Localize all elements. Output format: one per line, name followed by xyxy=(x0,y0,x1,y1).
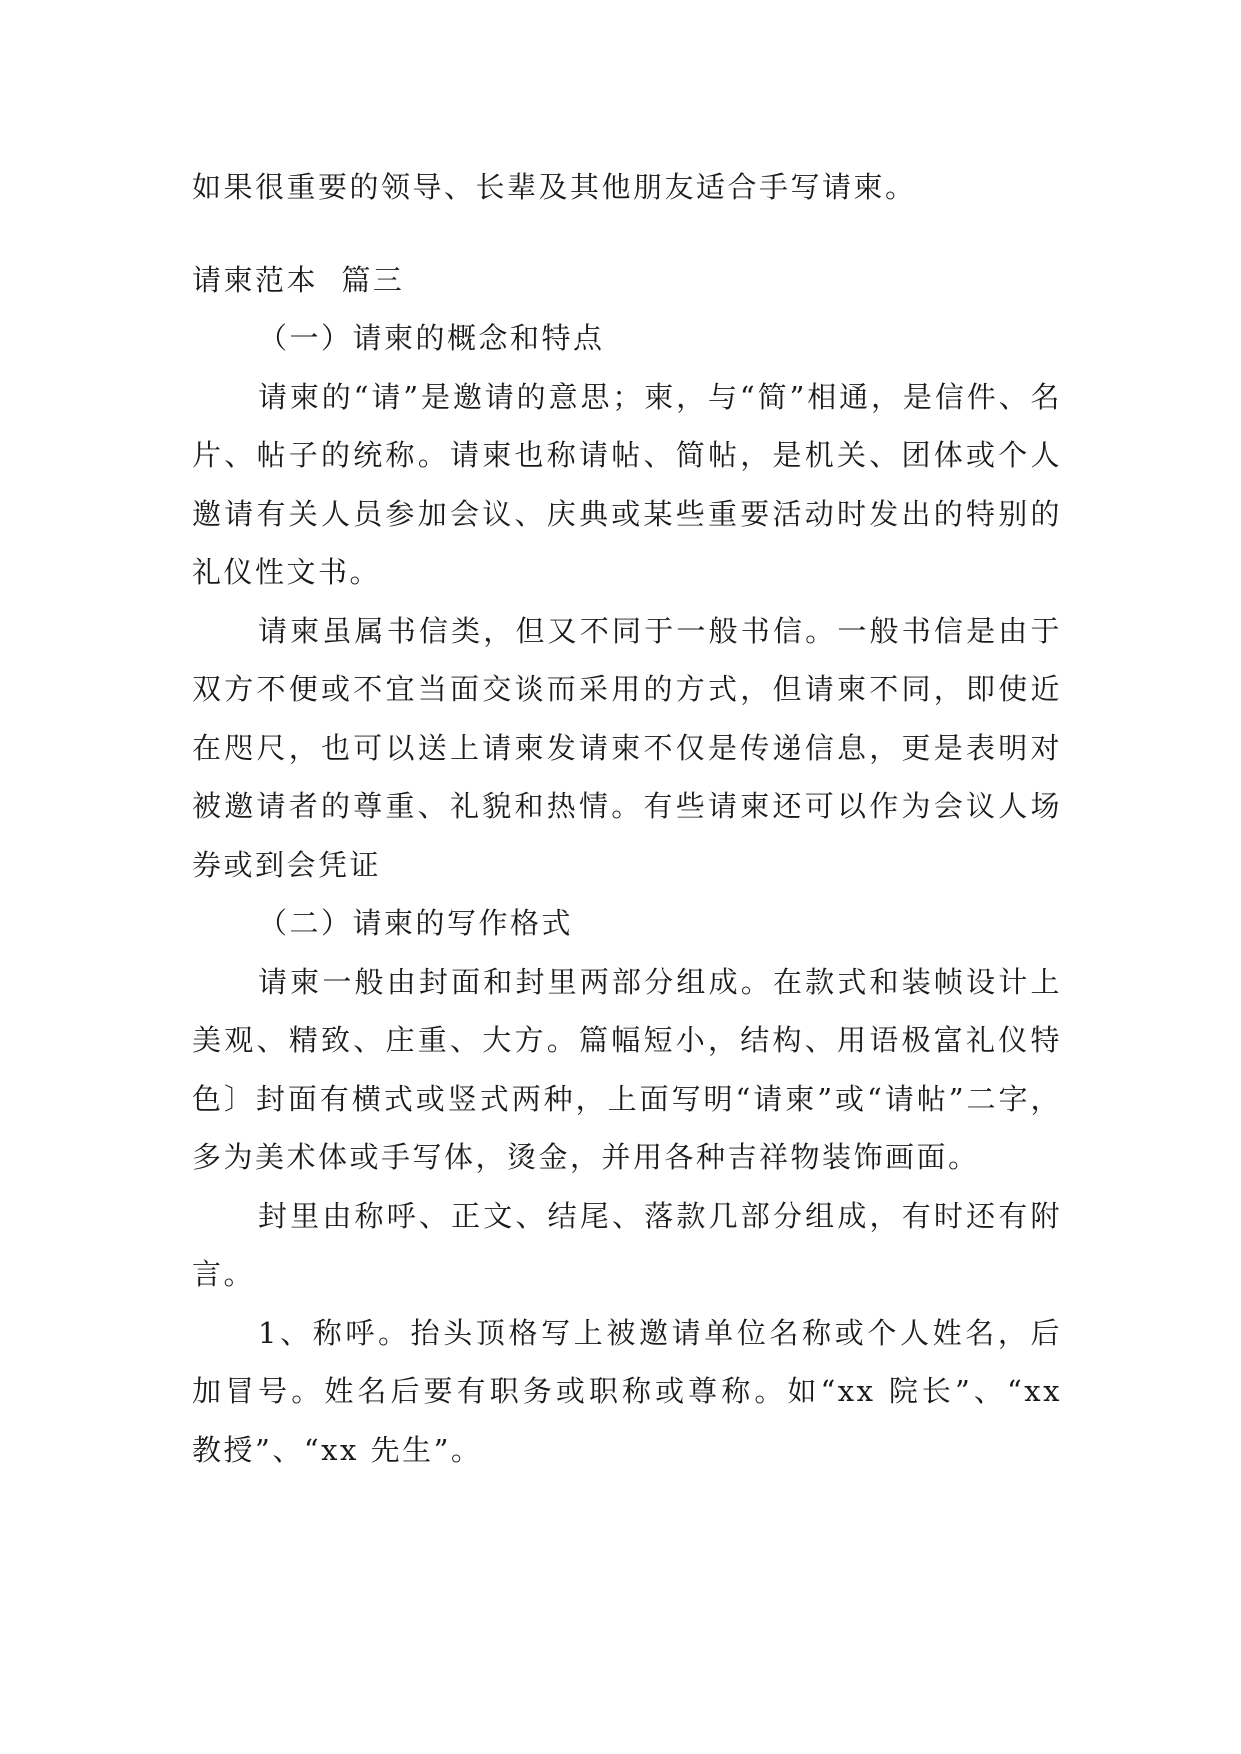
document-page xyxy=(192,158,1062,1479)
paragraph-difference: 请柬虽属书信类，但又不同于一般书信。一般书信是由于双方不便或不宜当面交谈而采用的方式，但请柬不同，即使近在咫尺，也可以送上请柬发请柬不仅是传递信息，更是表明对被邀请者的尊重、礼貌和热情。有些请柬还可以作为会议人场券或到会凭证 xyxy=(192,613,1062,882)
paragraph-definition: 请柬的“请”是邀请的意思；柬，与“简”相通，是信件、名片、帖子的统称。请柬也称请帖、简帖，是机关、团体或个人邀请有关人员参加会议、庆典或某些重要活动时发出的特别的礼仪性文书。 xyxy=(192,379,1062,589)
subheading-concept: （一）请柬的概念和特点 xyxy=(258,321,605,355)
paragraph-salutation: 1、称呼。抬头顶格写上被邀请单位名称或个人姓名，后加冒号。姓名后要有职务或职称或尊称。如“xx 院长”、“xx 教授”、“xx 先生”。 xyxy=(192,1315,1062,1467)
section-title: 请柬范本 篇三 xyxy=(192,262,405,297)
subheading-format: （二）请柬的写作格式 xyxy=(258,906,574,940)
paragraph-inside: 封里由称呼、正文、结尾、落款几部分组成，有时还有附言。 xyxy=(192,1198,1062,1291)
paragraph-cover: 请柬一般由封面和封里两部分组成。在款式和装帧设计上美观、精致、庄重、大方。篇幅短小，结构、用语极富礼仪特色〕封面有横式或竖式两种，上面写明“请柬”或“请帖”二字，多为美术体或手写体，烫金，并用各种吉祥物装饰画面。 xyxy=(192,964,1062,1174)
intro-paragraph: 如果很重要的领导、长辈及其他朋友适合手写请柬。 xyxy=(192,170,917,204)
